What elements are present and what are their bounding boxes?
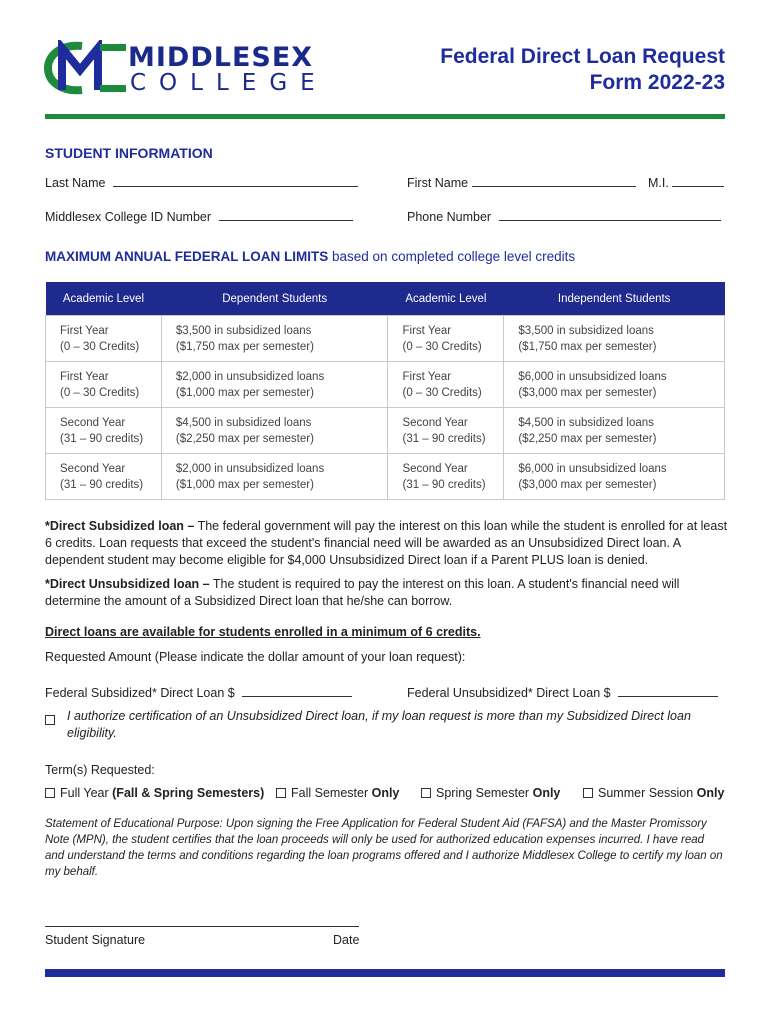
loan-limits-table [45, 282, 725, 500]
phone-label: Phone Number [407, 210, 492, 224]
last-name-label: Last Name [45, 176, 106, 190]
checkbox-icon[interactable] [421, 788, 431, 798]
first-name-field[interactable] [407, 174, 636, 190]
first-name-label: First Name [407, 176, 469, 190]
table-cell: First Year (0 – 30 Credits) [388, 362, 504, 408]
last-name-field[interactable] [45, 174, 358, 190]
unsubsidized-amount-field[interactable] [407, 684, 718, 700]
subsidized-amount-field[interactable] [45, 684, 352, 700]
phone-field[interactable] [407, 208, 721, 224]
form-title [440, 44, 725, 96]
subsidized-note-text: The federal government will pay the interest on this loan while the student is enrolled for at least 6 credits. Loan requests that exceed the student's financial need will be awarded as an Unsubsidized Direct loan. A dependent student may become eligible for $4,000 Unsubsidized Direct loan if a Parent PLUS loan is denied. [45, 519, 728, 567]
fall-option[interactable]: Fall Semester Only [276, 786, 399, 800]
subsidized-note-label: *Direct Subsidized loan – [45, 519, 195, 533]
table-cell: $4,500 in subsidized loans ($2,250 max per semester) [504, 408, 725, 454]
checkbox-icon[interactable] [583, 788, 593, 798]
id-number-field[interactable] [45, 208, 353, 224]
table-row [46, 408, 725, 454]
unsubsidized-note-text: The student is required to pay the interest on this loan. A student's financial need will determine the amount of a Subsidized Direct loan that he/she can borrow. [45, 577, 680, 608]
mi-field[interactable] [648, 174, 724, 190]
header-divider [45, 114, 725, 119]
table-cell: $2,000 in unsubsidized loans ($1,000 max per semester) [161, 362, 388, 408]
column-header: Academic Level [388, 282, 504, 316]
table-cell: First Year (0 – 30 Credits) [46, 362, 162, 408]
table-cell: $3,500 in subsidized loans ($1,750 max per semester) [161, 316, 388, 362]
id-number-label: Middlesex College ID Number [45, 210, 212, 224]
phone-line[interactable] [499, 208, 721, 221]
mi-label: M.I. [648, 176, 669, 190]
form-title-line2: Form 2022-23 [589, 71, 725, 94]
table-cell: $3,500 in subsidized loans ($1,750 max per semester) [504, 316, 725, 362]
statement-educational-purpose: Statement of Educational Purpose: Upon signing the Free Application for Federal Student Aid (FAFSA) and the Master Promissory Note (MPN), the student certifies that the loan proceeds will only be used for authorized education expenses incurred. I have read and understand the terms and conditions regarding the loan programs offered and I authorize Middlesex College to certify my loan on my behalf. [45, 818, 723, 878]
table-row [46, 316, 725, 362]
limits-heading [45, 249, 575, 264]
table-header-row [46, 282, 725, 316]
table-cell: $6,000 in unsubsidized loans ($3,000 max per semester) [504, 454, 725, 500]
table-cell: First Year (0 – 30 Credits) [388, 316, 504, 362]
table-cell: $6,000 in unsubsidized loans ($3,000 max per semester) [504, 362, 725, 408]
table-row [46, 454, 725, 500]
id-number-line[interactable] [219, 208, 353, 221]
unsubsidized-note-label: *Direct Unsubsidized loan – [45, 577, 210, 591]
terms-heading: Term(s) Requested: [45, 763, 155, 777]
table-cell: First Year (0 – 30 Credits) [46, 316, 162, 362]
limits-heading-bold: MAXIMUM ANNUAL FEDERAL LOAN LIMITS [45, 249, 329, 264]
authorize-text: I authorize certification of an Unsubsidized Direct loan, if my loan request is more than my Subsidized Direct loan eligibility. [67, 709, 691, 740]
first-name-line[interactable] [472, 174, 636, 187]
table-row [46, 362, 725, 408]
authorize-checkbox[interactable] [45, 711, 60, 729]
subsidized-amount-line[interactable] [242, 684, 352, 697]
checkbox-icon[interactable] [45, 715, 55, 725]
footer-divider [45, 969, 725, 977]
unsubsidized-amount-label: Federal Unsubsidized* Direct Loan $ [407, 686, 611, 700]
table-cell: Second Year (31 – 90 credits) [388, 408, 504, 454]
last-name-line[interactable] [113, 174, 358, 187]
student-info-heading: STUDENT INFORMATION [45, 145, 213, 161]
brand-subname: COLLEGE [130, 70, 328, 96]
full-year-option[interactable]: Full Year (Fall & Spring Semesters) [45, 786, 264, 800]
requested-amount-label: Requested Amount (Please indicate the dollar amount of your loan request): [45, 650, 466, 664]
form-title-line1: Federal Direct Loan Request [440, 45, 725, 68]
unsubsidized-amount-line[interactable] [618, 684, 718, 697]
college-logo-icon [42, 40, 132, 96]
summer-option[interactable]: Summer Session Only [583, 786, 724, 800]
table-cell: $2,000 in unsubsidized loans ($1,000 max per semester) [161, 454, 388, 500]
column-header: Academic Level [46, 282, 162, 316]
unsubsidized-note [45, 576, 730, 610]
spring-option[interactable]: Spring Semester Only [421, 786, 560, 800]
signature-label: Student Signature [45, 933, 146, 947]
mi-line[interactable] [672, 174, 724, 187]
table-cell: $4,500 in subsidized loans ($2,250 max per semester) [161, 408, 388, 454]
table-cell: Second Year (31 – 90 credits) [46, 408, 162, 454]
subsidized-note [45, 518, 730, 569]
date-label: Date [333, 933, 360, 947]
subsidized-amount-label: Federal Subsidized* Direct Loan $ [45, 686, 235, 700]
table-cell: Second Year (31 – 90 credits) [388, 454, 504, 500]
column-header: Dependent Students [161, 282, 388, 316]
limits-heading-rest: based on completed college level credits [332, 249, 576, 264]
brand-name: MIDDLESEX [128, 42, 314, 73]
signature-line[interactable] [45, 926, 359, 927]
min-credits-note: Direct loans are available for students enrolled in a minimum of 6 credits. [45, 625, 481, 639]
checkbox-icon[interactable] [276, 788, 286, 798]
table-cell: Second Year (31 – 90 credits) [46, 454, 162, 500]
column-header: Independent Students [504, 282, 725, 316]
checkbox-icon[interactable] [45, 788, 55, 798]
